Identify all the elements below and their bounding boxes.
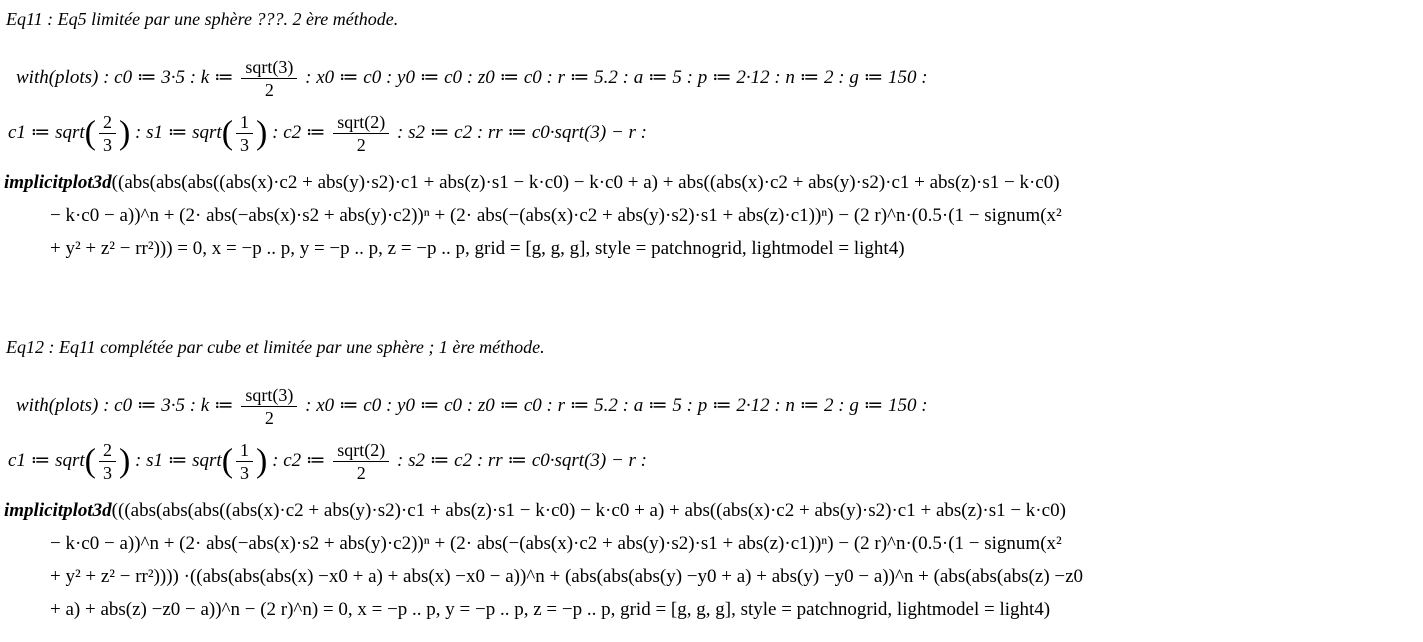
- section1-line3[interactable]: [4, 172, 1060, 194]
- s1-l2-mid2: : c2 ≔: [272, 121, 326, 143]
- s2-l2-frac3: [333, 440, 389, 483]
- s1-l2-frac1: [99, 112, 116, 155]
- s2-l2-frac1: [99, 440, 116, 483]
- s1-l2-frac2-num: 1: [236, 112, 253, 134]
- section1-line1[interactable]: [16, 57, 928, 100]
- section2-line2[interactable]: c1 ≔ sqrt( $\frac{2}{3}$ ) : s1 ≔ sqrt( $\frac{1}{3}$ ) : c2 ≔ $\frac{\text{sqrt(2)}}{2}$ : s2 ≔ c2 : rr ≔ c0·sqrt(3) − r :: [8, 440, 648, 483]
- s2-l1-pre: with(plots) : c0 ≔ 3·5 : k ≔: [16, 394, 234, 416]
- s1-l3-body: ((abs(abs(abs((abs(x)·c2 + abs(y)·s2)·c1 + abs(z)·s1 − k·c0) − k·c0 + a) + abs((abs(x)·c2 + abs(y)·s2)·c1 + abs(z)·s1 − k·c0): [111, 172, 1060, 193]
- s2-l2-frac2-num: 1: [236, 440, 253, 462]
- s1-l2-mid1: : s1 ≔ sqrt: [135, 121, 222, 143]
- s1-l2-frac3-den: 2: [356, 135, 366, 155]
- s2-l3-cmd: implicitplot3d: [4, 500, 112, 521]
- s2-l2-pre: c1 ≔ sqrt: [8, 449, 85, 471]
- s1-l2-frac3: [333, 112, 389, 155]
- s1-l1-frac-num: sqrt(3): [241, 57, 297, 79]
- s2-l2-frac1-num: 2: [99, 440, 116, 462]
- s1-l3-cmd: implicitplot3d: [4, 172, 112, 193]
- s2-l3-body: (((abs(abs(abs((abs(x)·c2 + abs(y)·s2)·c1 + abs(z)·s1 − k·c0) − k·c0 + a) + abs((abs(x)·c2 + abs(y)·s2)·c1 + abs(z)·s1 − k·c0): [111, 500, 1066, 521]
- section2-line1[interactable]: [16, 385, 928, 428]
- s1-l1-fraction: [241, 57, 297, 100]
- s2-l1-fraction: [241, 385, 297, 428]
- section1-line2[interactable]: c1 ≔ sqrt( $\frac{2}{3}$ ) : s1 ≔ sqrt( $\frac{1}{3}$ ) : c2 ≔ $\frac{\text{sqrt(2)}}{2}$ : s2 ≔ c2 : rr ≔ c0·sqrt(3) − r :: [8, 112, 648, 155]
- s2-l1-frac-num: sqrt(3): [241, 385, 297, 407]
- s1-l2-frac3-num: sqrt(2): [333, 112, 389, 134]
- s1-l1-frac-den: 2: [264, 80, 274, 100]
- s1-l1-pre: with(plots) : c0 ≔ 3·5 : k ≔: [16, 66, 234, 88]
- s1-l2-frac1-num: 2: [99, 112, 116, 134]
- s2-l2-frac3-den: 2: [356, 463, 366, 483]
- s2-l2-frac1-den: 3: [102, 463, 112, 483]
- s2-l1-frac-den: 2: [264, 408, 274, 428]
- s2-l2-post: : s2 ≔ c2 : rr ≔ c0·sqrt(3) − r :: [397, 449, 648, 471]
- section2-line3[interactable]: [4, 500, 1066, 522]
- section2-heading: Eq12 : Eq11 complétée par cube et limitée par une sphère ; 1 ère méthode.: [6, 337, 545, 357]
- section1-line5: + y² + z² − rr²))) = 0, x = −p .. p, y = −p .. p, z = −p .. p, grid = [g, g, g], style = patchnogrid, lightmodel = light4): [50, 238, 905, 259]
- section1-heading: Eq11 : Eq5 limitée par une sphère ???. 2 ère méthode.: [6, 9, 399, 29]
- s1-l1-post: : x0 ≔ c0 : y0 ≔ c0 : z0 ≔ c0 : r ≔ 5.2 : a ≔ 5 : p ≔ 2·12 : n ≔ 2 : g ≔ 150 :: [305, 66, 928, 88]
- section1-line4: − k·c0 − a))^n + (2· abs(−abs(x)·s2 + abs(y)·c2))ⁿ + (2· abs(−(abs(x)·c2 + abs(y)·s2)·s1 + abs(z)·c1))ⁿ) − (2 r)^n·(0.5·(1 − signum(x²: [50, 205, 1062, 226]
- section2-line6: + a) + abs(z) −z0 − a))^n − (2 r)^n) = 0, x = −p .. p, y = −p .. p, z = −p .. p, grid = [g, g, g], style = patchnogrid, lightmodel = light4): [50, 599, 1051, 620]
- s1-l2-post: : s2 ≔ c2 : rr ≔ c0·sqrt(3) − r :: [397, 121, 648, 143]
- s2-l1-post: : x0 ≔ c0 : y0 ≔ c0 : z0 ≔ c0 : r ≔ 5.2 : a ≔ 5 : p ≔ 2·12 : n ≔ 2 : g ≔ 150 :: [305, 394, 928, 416]
- s2-l2-mid2: : c2 ≔: [272, 449, 326, 471]
- s1-l2-frac2: [236, 112, 253, 155]
- s2-l2-mid1: : s1 ≔ sqrt: [135, 449, 222, 471]
- s2-l2-frac2-den: 3: [240, 463, 250, 483]
- s1-l2-frac1-den: 3: [102, 135, 112, 155]
- s2-l2-frac2: [236, 440, 253, 483]
- section2-line5: + y² + z² − rr²)))) ·((abs(abs(abs(x) −x0 + a) + abs(x) −x0 − a))^n + (abs(abs(abs(y) −y0 + a) + abs(y) −y0 − a))^n + (abs(abs(abs(z) −z0: [50, 566, 1084, 587]
- section2-line4: − k·c0 − a))^n + (2· abs(−abs(x)·s2 + abs(y)·c2))ⁿ + (2· abs(−(abs(x)·c2 + abs(y)·s2)·s1 + abs(z)·c1))ⁿ) − (2 r)^n·(0.5·(1 − signum(x²: [50, 533, 1062, 554]
- s1-l2-pre: c1 ≔ sqrt: [8, 121, 85, 143]
- s1-l2-frac2-den: 3: [240, 135, 250, 155]
- s2-l2-frac3-num: sqrt(2): [333, 440, 389, 462]
